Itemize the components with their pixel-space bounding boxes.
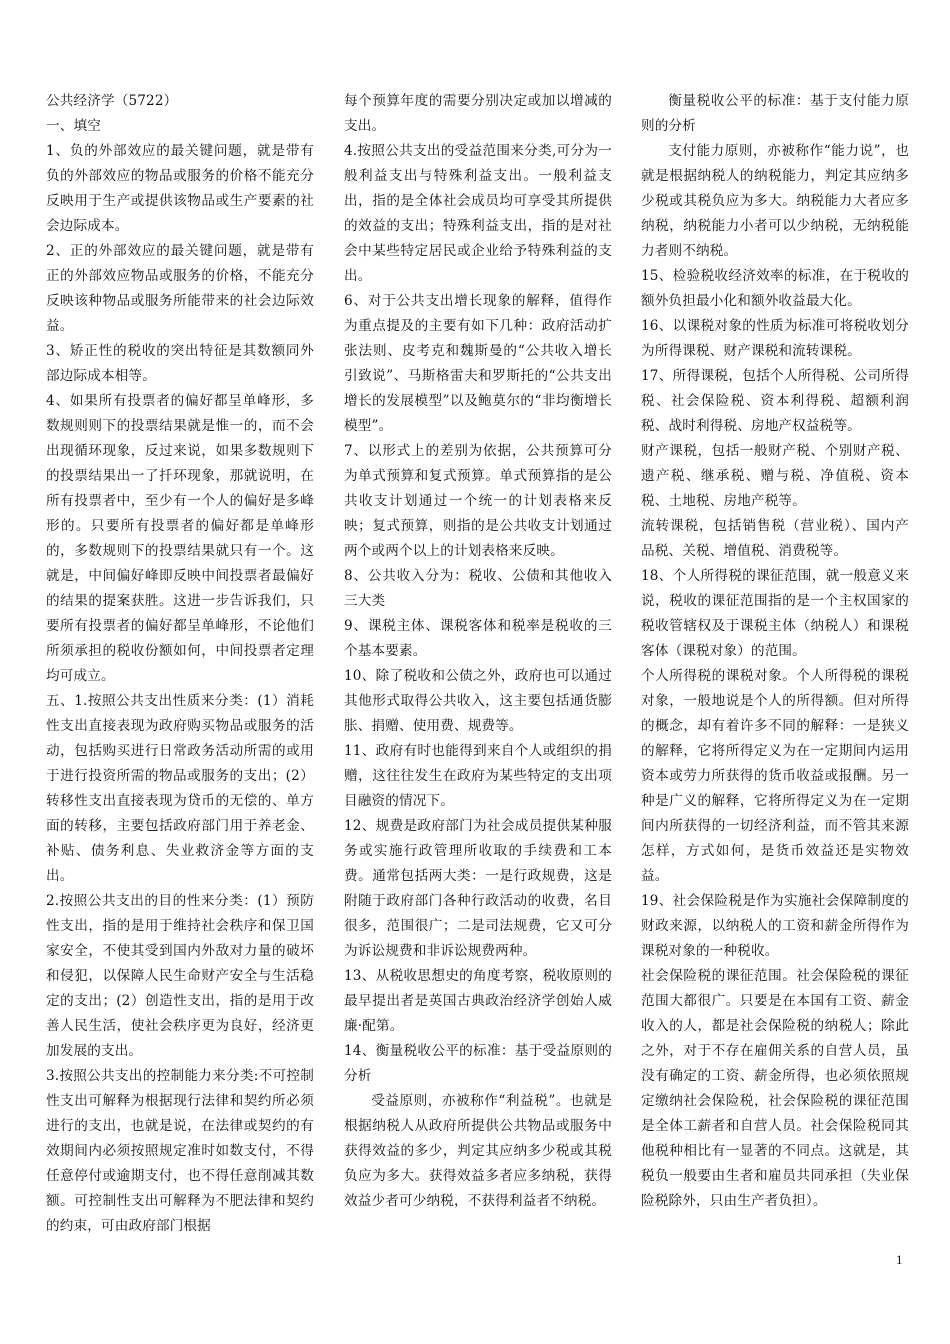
text-column-2 (344, 89, 612, 1214)
paragraph: 4、如果所有投票者的偏好都呈单峰形，多数规则则下的投票结果就是惟一的，而不会出现循环现象，反过来说，如果多数规则下的投票结果出一了扦环现象，那就说明，在所有投票者中，至少有一个人的偏好是多峰形的。只要所有投票者的偏好都是单峰形的，多数规则下的投票结果就只有一个。这就是，中间偏好峰即反映中间投票者最偏好的结果的提案获胜。这进一步告诉我们，只要所有投票者的偏好都呈单峰形，不论他们所须承担的税收份额如何，中间投票者定理均可成立。 (46, 393, 314, 684)
paragraph: 财产课税，包括一般财产税、个别财产税、遗产税、继承税、赠与税、净值税、资本税、土地税、房地产税等。 (641, 443, 909, 509)
document-title: 公共经济学（5722） (46, 93, 178, 109)
paragraph: 3、矫正性的税收的突出特征是其数额同外部边际成本相等。 (46, 343, 314, 384)
paragraph: 社会保险税的课征范围。社会保险税的课征范围大都很广。只要是在本国有工资、薪金收入的人，都是社会保险税的纳税人；除此之外，对于不存在雇佣关系的自营人员，虽没有确定的工资、薪金所得，也必须依照规定缴纳社会保险税，社会保险税的课征范围是全体工薪者和自营人员。社会保险税同其他税种相比有一显著的不同点。这就是，其税负一般要由生者和雇员共同承担（失业保险税除外，只由生产者负担）。 (641, 968, 909, 1209)
text-column-1 (46, 89, 314, 1239)
paragraph: 2、正的外部效应的最关键问题，就是带有正的外部效应物品或服务的价格，不能充分反映该种物品或服务所能带来的社会边际效益。 (46, 243, 314, 334)
paragraph: 17、所得课税，包括个人所得税、公司所得税、社会保险税、资本利得税、超额利润税、战时利得税、房地产权益税等。 (641, 368, 909, 434)
paragraph: 9、课税主体、课税客体和税率是税收的三个基本要素。 (344, 618, 612, 659)
paragraph: 支付能力原则，亦被称作“能力说”，也就是根据纳税人的纳税能力，判定其应纳多少税或其税负应为多大。纳税能力大者应多纳税，纳税能力小者可以少纳税，无纳税能力者则不纳税。 (641, 143, 909, 259)
paragraph: 衡量税收公平的标准：基于支付能力原则的分析 (641, 93, 909, 134)
paragraph: 13、从税收思想史的角度考察，税收原则的最早提出者是英国古典政治经济学创始人威廉·配第。 (344, 968, 612, 1034)
paragraph: 流转课税，包括销售税（营业税）、国内产品税、关税、增值税、消费税等。 (641, 518, 909, 559)
paragraph: 6、对于公共支出增长现象的解释，值得作为重点提及的主要有如下几种：政府活动扩张法则、皮考克和魏斯曼的“公共收入增长引致说”、马斯格雷夫和罗斯托的“公共支出增长的发展模型”以及鲍莫尔的“非均衡增长模型”。 (344, 293, 612, 434)
paragraph: 五、1.按照公共支出性质来分类：(1）消耗性支出直接表现为政府购买物品或服务的活动，包括购买进行日常政务活动所需的或用于进行投资所需的物品或服务的支出；(2）转移性支出直接表现为贷币的无偿的、单方面的转移，主要包括政府部门用于养老金、补贴、债务利息、失业救济金等方面的支出。 (46, 693, 314, 884)
paragraph: 14、衡量税收公平的标准：基于受益原则的分析 (344, 1043, 612, 1084)
paragraph: 8、公共收入分为：税收、公债和其他收入三大类 (344, 568, 612, 609)
paragraph: 12、规费是政府部门为社会成员提供某种服务或实施行政管理所收取的手续费和工本费。通常包括两大类：一是行政规费，这是附随于政府部门各种行政活动的收费，名目很多，范围很广；二是司法规费，它又可分为诉讼规费和非诉讼规费两种。 (344, 818, 612, 959)
paragraph: 7、以形式上的差别为依据，公共预算可分为单式预算和复式预算。单式预算指的是公共收支计划通过一个统一的计划表格来反映；复式预算，则指的是公共收支计划通过两个或两个以上的计划表格来反映。 (344, 443, 612, 559)
paragraph: 2.按照公共支出的目的性来分类：(1）预防性支出，指的是用于维持社会秩序和保卫国家安全，不使其受到国内外敌对力量的破坏和侵犯，以保障人民生命财产安全与生活稳定的支出；(2）创造性支出，指的是用于改善人民生活，使社会秩序更为良好，经济更加发展的支出。 (46, 893, 314, 1059)
paragraph: 4.按照公共支出的受益范围来分类,可分为一般利益支出与特殊利益支出。一般利益支出，指的是全体社会成员均可享受其所提供的效益的支出；特殊利益支出，指的是对社会中某些特定居民或企业给予特殊利益的支出。 (344, 143, 612, 284)
paragraph: 16、以课税对象的性质为标准可将税收划分为所得课税、财产课税和流转课税。 (641, 318, 909, 359)
paragraph: 10、除了税收和公债之外，政府也可以通过其他形式取得公共收入，这主要包括通货膨胀、捐赠、使用费、规费等。 (344, 668, 612, 734)
paragraph: 1、负的外部效应的最关键问题，就是带有负的外部效应的物品或服务的价格不能充分反映用于生产或提供该物品或生产要素的社会边际成本。 (46, 143, 314, 234)
paragraph: 19、社会保险税是作为实施社会保障制度的财政来源，以纳税人的工资和薪金所得作为课税对象的一种税收。 (641, 893, 909, 959)
paragraph: 每个预算年度的需要分别决定或加以增减的支出。 (344, 93, 612, 134)
page-number: 1 (896, 1252, 903, 1267)
paragraph: 3.按照公共支出的控制能力来分类:不可控制性支出可解释为根据现行法律和契约所必须进行的支出，也就是说，在法律或契约的有效期间内必须按照规定准时如数支付，不得任意停付或逾期支付，也不得任意削减其数额。可控制性支出可解释为不肥法律和契约的约束，可由政府部门根据 (46, 1068, 314, 1234)
paragraph: 15、检验税收经济效率的标准，在于税收的额外负担最小化和额外收益最大化。 (641, 268, 909, 309)
paragraph: 受益原则，亦被称作“利益税”。也就是根据纳税人从政府所提供公共物品或服务中获得效益的多少，判定其应纳多少税或其税负应为多大。获得效益多者应多纳税，获得效益少者可少纳税，不获得利益者不纳税。 (344, 1093, 612, 1209)
paragraph: 个人所得税的课税对象。个人所得税的课税对象，一般地说是个人的所得额。但对所得的概念，却有着许多不同的解释：一是狭义的解释，它将所得定义为在一定期间内运用资本或劳力所获得的货币收益或报酬。另一种是广义的解释，它将所得定义为在一定期间内所获得的一切经济利益，而不管其来源怎样，方式如何，是货币效益还是实物效益。 (641, 668, 909, 884)
paragraph: 11、政府有时也能得到来自个人或组织的捐赠，这往往发生在政府为某些特定的支出项目融资的情况下。 (344, 743, 612, 809)
section-heading: 一、填空 (46, 118, 101, 134)
paragraph: 18、个人所得税的课征范围，就一般意义来说，税收的课征范围指的是一个主权国家的税收管辖权及于课税主体（纳税人）和课税客体（课税对象）的范围。 (641, 568, 909, 659)
text-column-3 (641, 89, 909, 1214)
